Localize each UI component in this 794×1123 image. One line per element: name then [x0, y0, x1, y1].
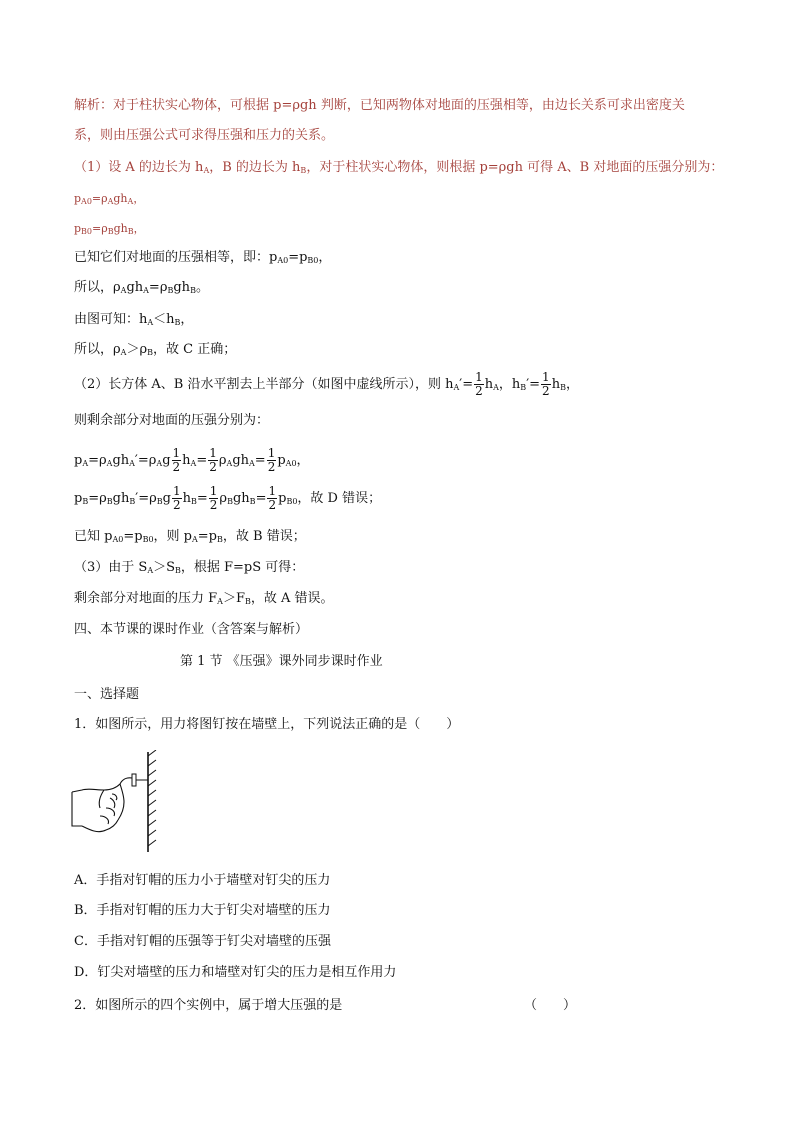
analysis-line-2: 系，则由压强公式可求得压强和压力的关系。 [74, 128, 335, 143]
force-conclusion: 剩余部分对地面的压力 $F_A>F_B$，故 A 错误。 [74, 591, 334, 606]
hand-outline [72, 778, 132, 832]
so-density-compare: 所以，$\rho_A>\rho_B$，故 C 正确； [74, 342, 237, 357]
part-2-cut: （2）长方体 A、B 沿水平割去上半部分（如图中虚线所示），则 $h_A'=$ $\frac{1}{2}$ $h_A$，$h_B'=$ $\frac{1}{2}$ $h_B$， [74, 370, 579, 398]
equation-pb0: $p_{B0}=\rho_Bgh_B$， [74, 222, 145, 236]
section-title: 第 1 节 《压强》课外同步课时作业 [180, 654, 383, 669]
option-a: A．手指对钉帽的压力小于墙壁对钉尖的压力 [74, 873, 331, 888]
tack-head [132, 774, 136, 786]
analysis-part-1: （1）设 A 的边长为 $h_A$，B 的边长为 $h_B$，对于柱状实心物体，则根据 p=ρgh 可得 A、B 对地面的压强分别为： [74, 160, 724, 175]
option-d: D．钉尖对墙壁的压力和墙壁对钉尖的压力是相互作用力 [74, 965, 397, 980]
wall-hatching [148, 750, 156, 846]
analysis-line-1: 解析：对于柱状实心物体，可根据 p=ρgh 判断，已知两物体对地面的压强相等，由边长关系可求出密度关 [74, 98, 685, 113]
equation-pa: $p_A=\rho_Agh_A'=\rho_Ag$ $\frac{1}{2}$ $h_A=$ $\frac{1}{2}$ $\rho_Agh_A=$ $\frac{1}{2}$ $p_{A0}$， [74, 446, 310, 474]
from-figure: 由图可知：$h_A<h_B$， [74, 312, 194, 327]
known-equal-pressure: 已知它们对地面的压强相等，即：$p_{A0}=p_{B0}$， [74, 250, 332, 265]
part-choice-heading: 一、选择题 [74, 687, 140, 702]
remaining-pressure-intro: 则剩余部分对地面的压强分别为： [74, 413, 270, 428]
option-c: C．手指对钉帽的压强等于钉尖对墙壁的压强 [74, 934, 331, 949]
question-2-answer-paren: （ ） [524, 998, 577, 1013]
equation-pa0: $p_{A0}=\rho_Agh_A$， [74, 192, 145, 206]
equation-pb: $p_B=\rho_Bgh_B'=\rho_Bg$ $\frac{1}{2}$ $h_B=$ $\frac{1}{2}$ $\rho_Bgh_B=$ $\frac{1}{2}$ $p_{B0}$，故 D 错误； [74, 484, 382, 512]
so-density-equation: 所以，$\rho_Agh_A=\rho_Bgh_B$。 [74, 280, 209, 295]
question-2-stem: 2．如图所示的四个实例中，属于增大压强的是 [74, 998, 343, 1013]
question-1-stem: 1．如图所示，用力将图钉按在墙壁上，下列说法正确的是（ ） [74, 717, 460, 732]
hand-pushing-thumbtack-icon [70, 750, 160, 855]
section-heading: 四、本节课的课时作业（含答案与解析） [74, 622, 309, 637]
known-2: 已知 $p_{A0}=p_{B0}$，则 $p_A=p_B$，故 B 错误； [74, 529, 306, 544]
option-b: B．手指对钉帽的压力大于钉尖对墙壁的压力 [74, 903, 331, 918]
part-3: （3）由于 $S_A>S_B$，根据 F=pS 可得： [74, 560, 305, 575]
thumbtack-figure-svg [70, 750, 160, 855]
